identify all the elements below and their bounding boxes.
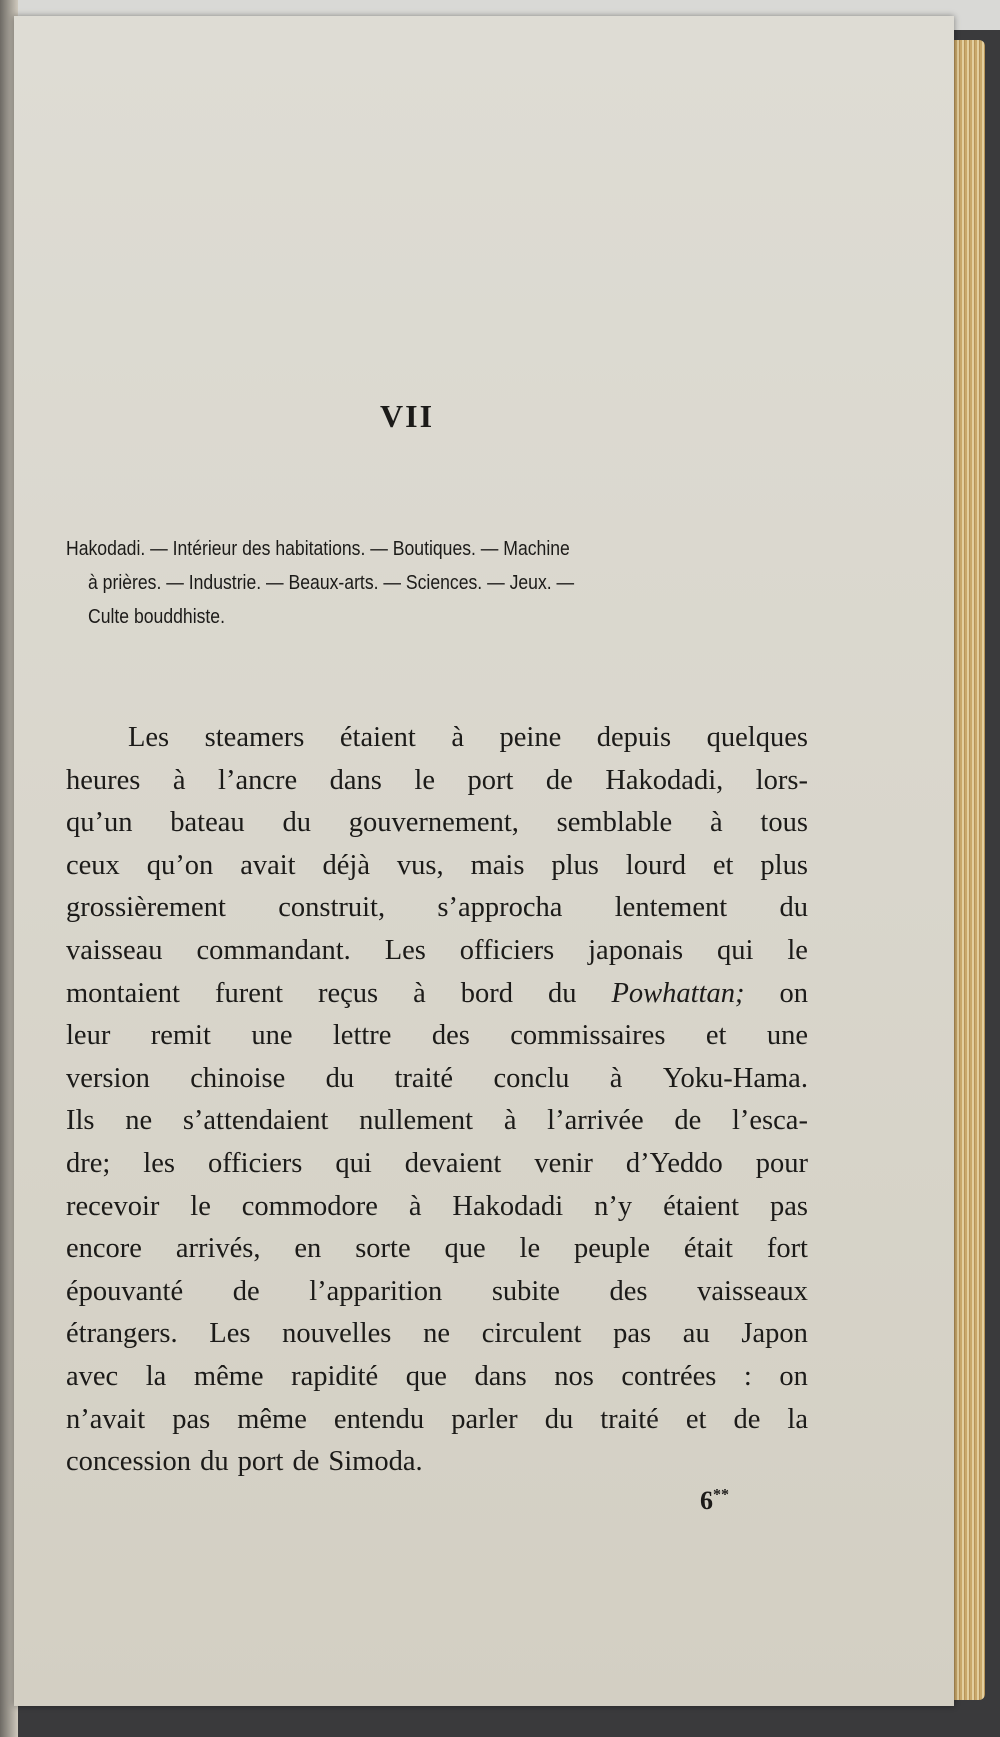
word: qu’un — [66, 807, 133, 839]
word: même — [237, 1403, 307, 1435]
word: tous — [760, 807, 808, 839]
word: une — [766, 1020, 808, 1052]
word: lors- — [755, 764, 808, 796]
word: semblable — [556, 807, 673, 839]
word: Japon — [741, 1318, 808, 1350]
word: une — [251, 1020, 293, 1052]
word: conclu — [493, 1062, 570, 1094]
word: sorte — [355, 1233, 411, 1265]
word: japonais — [588, 935, 684, 966]
word: vaisseau — [66, 935, 163, 966]
word: grossièrement — [66, 892, 226, 924]
word: s’approcha — [437, 892, 563, 924]
word: dans — [474, 1361, 527, 1392]
signature-mark — [700, 1486, 729, 1516]
word: étaient — [339, 722, 416, 753]
word: du — [779, 892, 808, 924]
word: avait — [240, 849, 296, 881]
word: et — [705, 1020, 727, 1052]
body-line — [66, 1105, 808, 1137]
word: que — [444, 1233, 486, 1265]
chapter-summary-line: Culte bouddhiste. — [88, 606, 225, 628]
word: n’avait — [66, 1403, 146, 1435]
word: dre; — [66, 1148, 111, 1179]
body-line — [66, 1191, 808, 1223]
word: Les — [209, 1318, 251, 1350]
word: épouvanté — [66, 1275, 184, 1307]
body-line — [66, 1276, 808, 1308]
word: Hakodadi — [452, 1190, 564, 1222]
word: reçus — [318, 977, 379, 1009]
word: contrées — [621, 1361, 717, 1392]
word: depuis — [596, 722, 672, 753]
word: circulent — [481, 1318, 582, 1350]
word: qu’on — [146, 849, 214, 881]
word: pas — [172, 1403, 211, 1435]
word: fort — [766, 1233, 808, 1265]
word: traité — [600, 1403, 659, 1435]
word: le — [787, 935, 808, 966]
word: nullement — [359, 1105, 474, 1137]
word: à — [503, 1105, 517, 1137]
word: était — [683, 1233, 733, 1265]
word: recevoir — [66, 1190, 160, 1222]
word: s’attendaient — [182, 1105, 329, 1137]
word: rapidité — [291, 1361, 379, 1392]
word: qui — [717, 935, 754, 966]
word: de — [733, 1403, 761, 1435]
word: de — [232, 1275, 260, 1307]
word: devaient — [404, 1148, 502, 1179]
word: Les — [384, 935, 426, 966]
word: officiers — [207, 1148, 303, 1179]
chapter-number: VII — [380, 398, 435, 434]
word: déjà — [322, 849, 370, 881]
word: parler — [451, 1403, 518, 1435]
word: bateau — [170, 807, 245, 839]
body-line — [66, 1404, 808, 1436]
word: dans — [329, 764, 382, 796]
word: commissaires — [510, 1020, 666, 1052]
body-line — [128, 722, 808, 754]
word: peine — [499, 722, 562, 753]
word: du — [200, 1446, 229, 1478]
signature-number: 6 — [700, 1486, 713, 1515]
word: peuple — [574, 1233, 650, 1265]
word: le — [414, 764, 435, 796]
word: vus, — [396, 849, 444, 881]
word: pour — [755, 1148, 808, 1179]
word: étaient — [663, 1190, 740, 1222]
word: lentement — [614, 892, 728, 924]
word: le — [190, 1190, 211, 1222]
word: quelques — [706, 722, 808, 753]
word: à — [709, 807, 723, 839]
word: ceux — [66, 849, 120, 881]
word: leur — [66, 1020, 111, 1052]
word: port — [467, 764, 514, 796]
word: port — [237, 1446, 284, 1478]
word: qui — [335, 1148, 372, 1179]
word: traité — [394, 1062, 454, 1094]
body-line — [66, 1446, 423, 1478]
word: avec — [66, 1361, 119, 1392]
word: et — [712, 849, 734, 881]
word: à — [408, 1190, 422, 1222]
word: nos — [554, 1361, 594, 1392]
word: vaisseaux — [697, 1275, 808, 1307]
word: Powhattan; — [611, 977, 745, 1009]
body-line — [66, 892, 808, 924]
word: Hakodadi, — [605, 764, 724, 796]
word: n’y — [594, 1190, 633, 1222]
word: et — [685, 1403, 707, 1435]
chapter-summary-line: Hakodadi. — Intérieur des habitations. — Boutiques. — Machine — [66, 538, 570, 560]
word: les — [143, 1148, 175, 1179]
word: à — [451, 722, 464, 753]
word: la — [145, 1361, 167, 1392]
body-line — [66, 807, 808, 839]
body-line — [66, 1233, 808, 1265]
word: du — [548, 977, 577, 1009]
word: au — [682, 1318, 710, 1350]
word: arrivés, — [175, 1233, 261, 1265]
word: des — [609, 1275, 648, 1307]
word: à — [172, 764, 186, 796]
word: heures — [66, 764, 141, 796]
word: entendu — [333, 1403, 425, 1435]
word: remit — [150, 1020, 211, 1052]
word: de — [545, 764, 573, 796]
word: construit, — [278, 892, 386, 924]
word: officiers — [459, 935, 555, 966]
word: commodore — [241, 1190, 378, 1222]
word: gouvernement, — [348, 807, 519, 839]
word: ne — [125, 1105, 153, 1137]
word: Les — [128, 722, 170, 753]
word: plus — [551, 849, 599, 881]
word: montaient — [66, 977, 180, 1009]
word: pas — [769, 1190, 808, 1222]
word: d’Yeddo — [625, 1148, 723, 1179]
word: on — [779, 1361, 808, 1392]
body-line — [66, 1361, 808, 1393]
body-line — [66, 765, 808, 797]
word: lettre — [332, 1020, 392, 1052]
word: furent — [214, 977, 284, 1009]
word: à — [413, 977, 426, 1009]
word: à — [609, 1062, 623, 1094]
word: de — [292, 1446, 320, 1478]
word: l’apparition — [309, 1275, 443, 1307]
word: l’esca- — [732, 1105, 808, 1137]
word: : — [743, 1361, 752, 1392]
word: steamers — [204, 722, 305, 753]
word: de — [674, 1105, 702, 1137]
body-line — [66, 935, 808, 967]
word: l’ancre — [218, 764, 298, 796]
word: Ils — [66, 1105, 95, 1137]
word: chinoise — [190, 1062, 286, 1094]
word: commandant. — [196, 935, 351, 966]
word: concession — [66, 1446, 192, 1478]
word: venir — [534, 1148, 593, 1179]
body-line — [66, 850, 808, 882]
word: la — [787, 1403, 808, 1435]
word: encore — [66, 1233, 142, 1265]
body-line — [66, 1318, 808, 1350]
word: lourd — [625, 849, 686, 881]
body-line — [66, 1063, 808, 1095]
word: du — [282, 807, 311, 839]
word: pas — [613, 1318, 652, 1350]
word: du — [544, 1403, 574, 1435]
word: Simoda. — [328, 1446, 423, 1478]
word: mais — [470, 849, 525, 881]
word: du — [325, 1062, 355, 1094]
word: étrangers. — [66, 1318, 178, 1350]
word: nouvelles — [282, 1318, 392, 1350]
word: bord — [460, 977, 514, 1009]
word: Yoku-Hama. — [662, 1062, 808, 1094]
body-line — [66, 1148, 808, 1180]
word: en — [294, 1233, 322, 1265]
body-line — [66, 1020, 808, 1052]
word: des — [431, 1020, 470, 1052]
word: même — [193, 1361, 264, 1392]
body-line — [66, 978, 808, 1010]
signature-stars: ** — [713, 1486, 729, 1504]
word: plus — [760, 849, 808, 881]
chapter-summary-line: à prières. — Industrie. — Beaux-arts. — Sciences. — Jeux. — — [88, 572, 575, 594]
word: subite — [491, 1275, 560, 1307]
word: ne — [423, 1318, 450, 1350]
word: le — [519, 1233, 541, 1265]
word: on — [779, 977, 808, 1009]
word: l’arrivée — [547, 1105, 644, 1137]
word: que — [405, 1361, 447, 1392]
word: version — [66, 1062, 150, 1094]
